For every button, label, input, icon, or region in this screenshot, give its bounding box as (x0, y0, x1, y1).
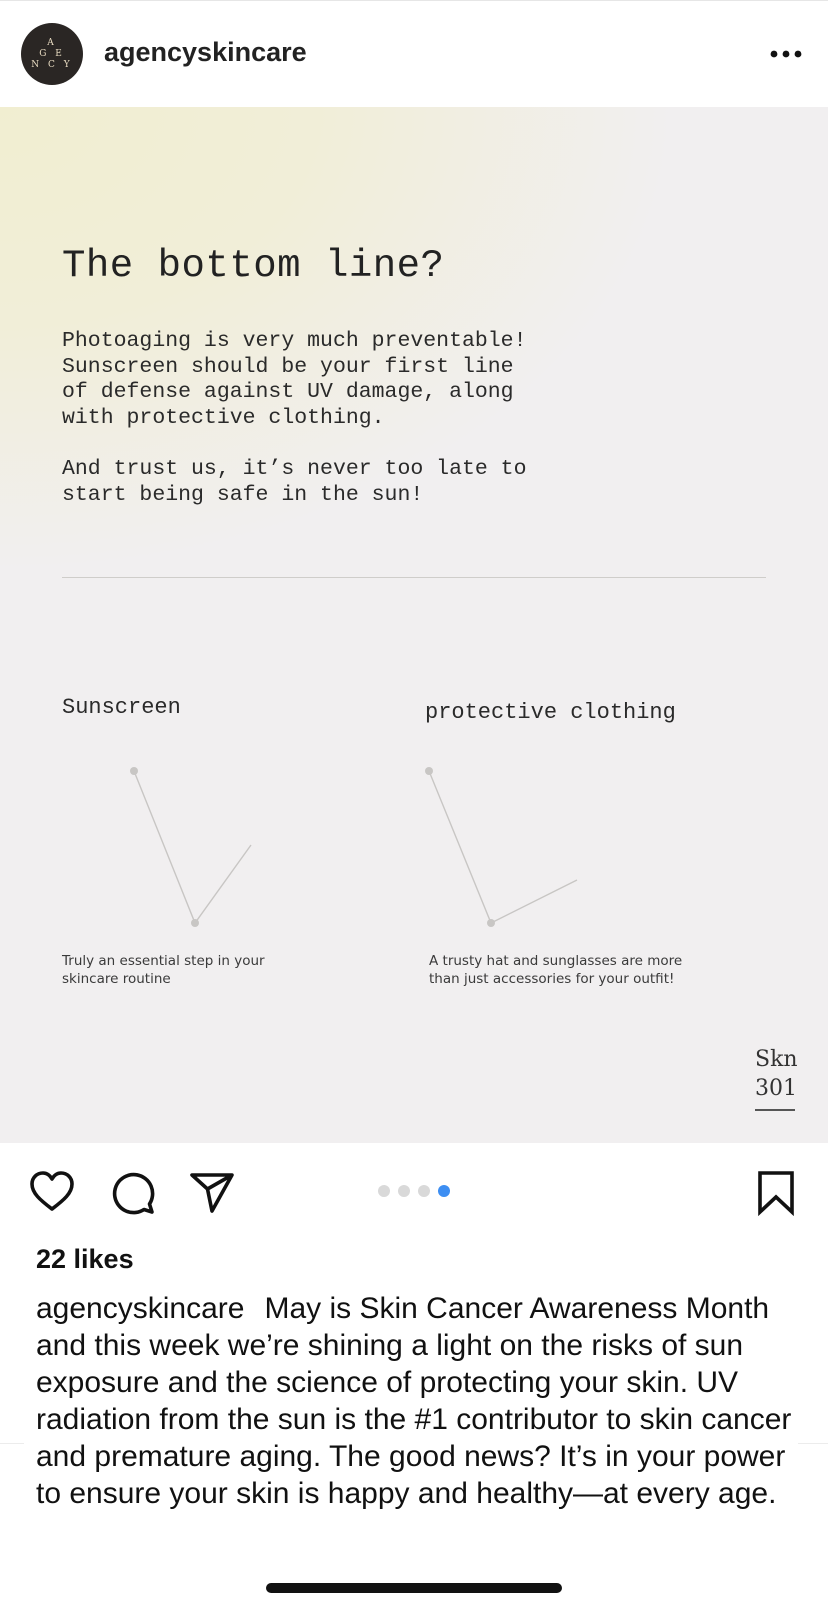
paragraph-one-line: of defense against UV damage, along (62, 380, 514, 405)
carousel-dot (418, 1185, 430, 1197)
paragraph-two-line: And trust us, it’s never too late to (62, 457, 527, 481)
clothing-caption (429, 952, 682, 988)
comment-icon[interactable] (108, 1168, 156, 1216)
likes-count[interactable]: 22 likes (36, 1244, 134, 1274)
skn-underline (755, 1109, 795, 1111)
paragraph-two-line: start being safe in the sun! (62, 482, 424, 507)
post-header (0, 1, 828, 107)
skn-badge-line1: Skn (755, 1047, 798, 1072)
action-bar (0, 1143, 828, 1239)
avatar-letters-3: N C Y (31, 59, 73, 70)
skn-badge-line2: 301 (755, 1076, 797, 1101)
caption-text: May is Skin Cancer Awareness Month and this week we’re shining a light on the risks of sun exposure and the science of protecting your skin. UV radiation from the sun is the #1 contributor to skin cancer and premature aging. The good news? It’s in your power to ensure your skin is happy and healthy—at every age. (36, 1292, 792, 1510)
post-image[interactable] (0, 107, 828, 1143)
carousel-dot (398, 1185, 410, 1197)
share-icon[interactable] (188, 1168, 236, 1216)
sunscreen-title: Sunscreen (62, 695, 181, 720)
post-title: The bottom line? (62, 244, 445, 288)
clothing-caption-line: than just accessories for your outfit! (429, 971, 675, 987)
carousel-dot-active (438, 1185, 450, 1197)
carousel-dot (378, 1185, 390, 1197)
more-options-icon[interactable] (766, 39, 806, 69)
avatar-letters-2: G E (39, 48, 65, 59)
avatar[interactable] (21, 23, 83, 85)
clothing-caption-line: A trusty hat and sunglasses are more (429, 953, 683, 969)
username-link[interactable]: agencyskincare (104, 37, 307, 67)
home-indicator[interactable] (266, 1583, 562, 1593)
faint-divider (0, 1443, 24, 1444)
bookmark-icon[interactable] (752, 1168, 800, 1216)
heart-icon[interactable] (28, 1168, 76, 1216)
paragraph-one-line: Photoaging is very much preventable! (62, 329, 527, 353)
paragraph-one-line: Sunscreen should be your first line (62, 354, 514, 379)
skn-badge (755, 1045, 798, 1103)
post-caption (36, 1290, 806, 1512)
carousel-indicator (378, 1185, 450, 1197)
sunscreen-caption-line: skincare routine (62, 971, 171, 987)
paragraph-one-line: with protective clothing. (62, 406, 385, 431)
sunscreen-caption (62, 952, 265, 988)
sunscreen-caption-line: Truly an essential step in your (62, 953, 265, 969)
caption-username[interactable]: agencyskincare (36, 1292, 245, 1325)
avatar-letters-1: A (47, 37, 57, 48)
protective-clothing-title: protective clothing (425, 700, 676, 725)
